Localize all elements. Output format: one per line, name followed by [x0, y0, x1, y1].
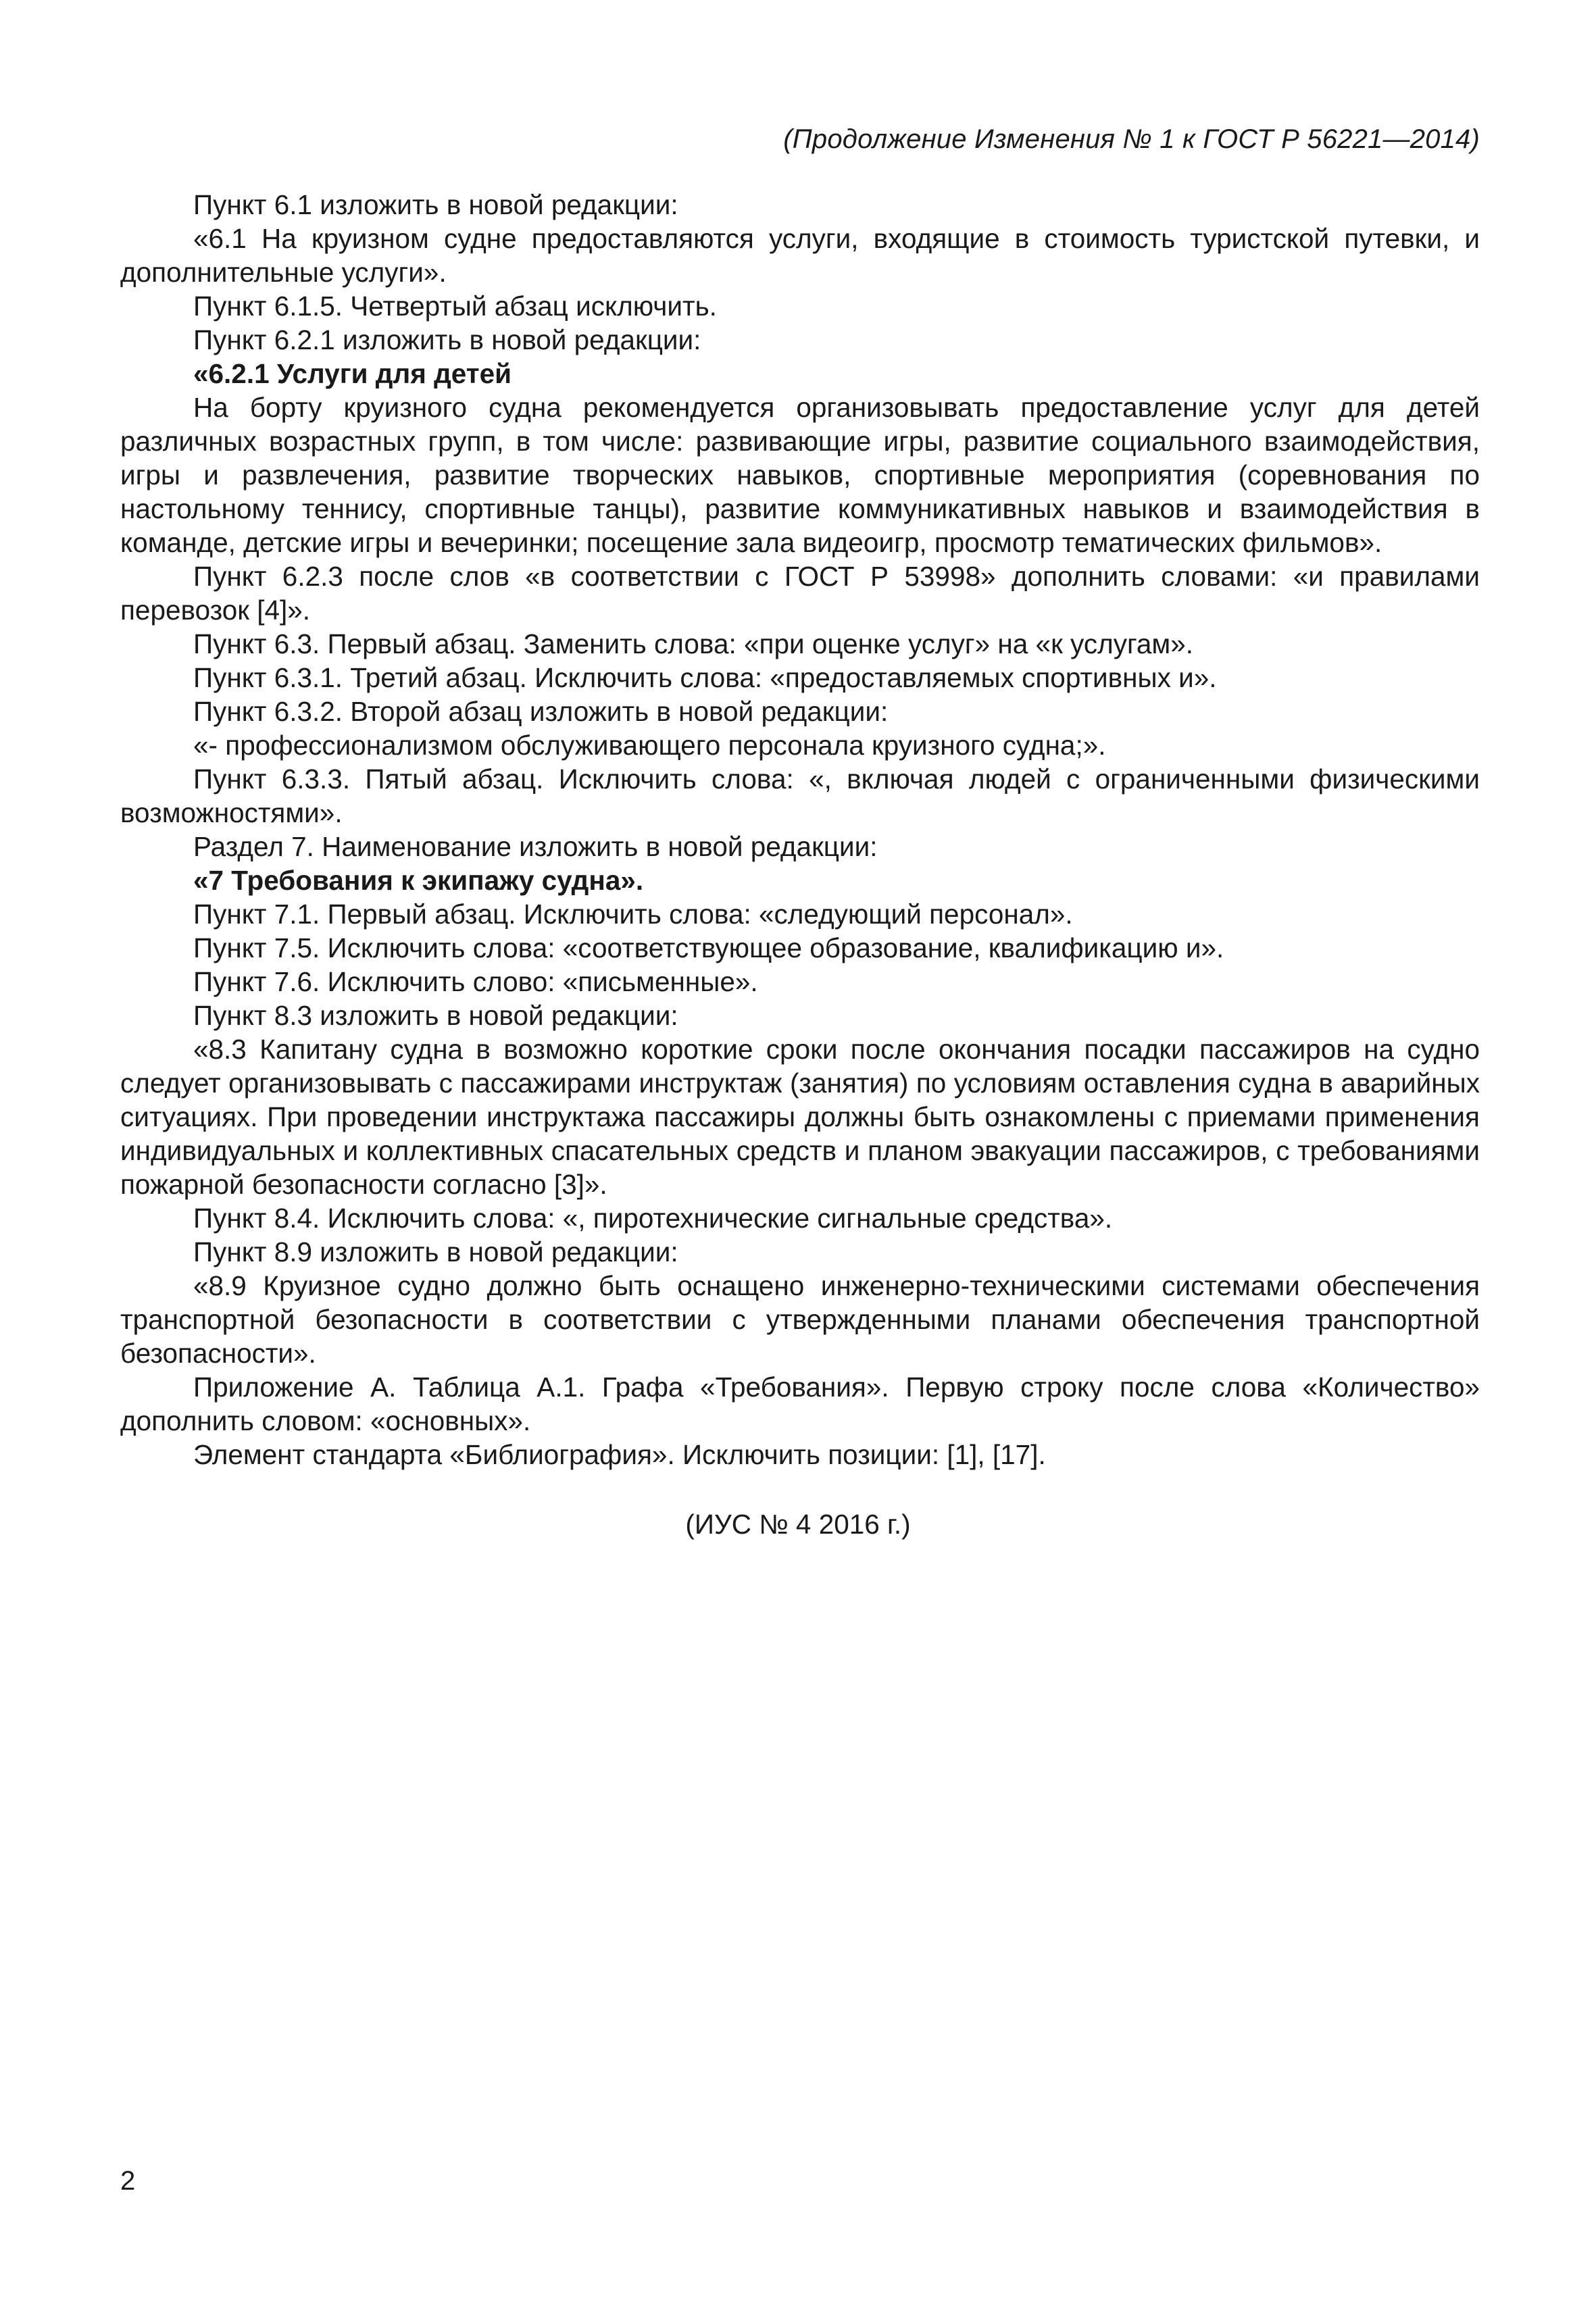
paragraph: Пункт 7.1. Первый абзац. Исключить слова: «следующий персонал».	[193, 899, 1073, 930]
paragraph: «8.9 Круизное судно должно быть оснащено инженерно-техническими системами обеспечения транспортной безопасности в соответствии с утвержденными планами обеспечения транспортной безопасности».	[120, 1270, 1480, 1369]
paragraph: Пункт 6.3.1. Третий абзац. Исключить слова: «предоставляемых спортивных и».	[193, 662, 1217, 693]
paragraph: Пункт 8.3 изложить в новой редакции:	[193, 1000, 678, 1031]
paragraph: Раздел 7. Наименование изложить в новой редакции:	[193, 831, 878, 862]
paragraph: Пункт 8.4. Исключить слова: «, пиротехнические сигнальные средства».	[193, 1203, 1113, 1234]
paragraph: Пункт 6.3. Первый абзац. Заменить слова: «при оценке услуг» на «к услугам».	[193, 628, 1194, 659]
paragraph: Пункт 6.1 изложить в новой редакции:	[193, 189, 678, 220]
paragraph: На борту круизного судна рекомендуется организовывать предоставление услуг для детей различных возрастных групп, в том числе: развивающие игры, развитие социального взаимодействия, игры и развлечения, развитие творческих навыков, спортивные мероприятия (соревнования по настольному теннису, спортивные танцы), развитие коммуникативных навыков и взаимодействия в команде, детские игры и вечеринки; посещение зала видеоигр, просмотр тематических фильмов».	[120, 392, 1480, 558]
paragraph: Пункт 6.3.3. Пятый абзац. Исключить слова: «, включая людей с ограниченными физическими возможностями».	[120, 763, 1480, 828]
paragraph: Пункт 6.1.5. Четвертый абзац исключить.	[193, 291, 717, 322]
paragraph: Приложение А. Таблица А.1. Графа «Требования». Первую строку после слова «Количество» дополнить словом: «основных».	[120, 1372, 1480, 1436]
paragraph: Элемент стандарта «Библиография». Исключить позиции: [1], [17].	[193, 1439, 1046, 1470]
paragraph: Пункт 6.2.3 после слов «в соответствии с ГОСТ Р 53998» дополнить словами: «и правилами перевозок [4]».	[120, 561, 1480, 626]
paragraph: Пункт 6.3.2. Второй абзац изложить в новой редакции:	[193, 696, 889, 727]
publication-citation: (ИУС № 4 2016 г.)	[685, 1509, 911, 1540]
paragraph: «8.3 Капитану судна в возможно короткие сроки после окончания посадки пассажиров на судно следует организовывать с пассажирами инструктаж (занятия) по условиям оставления судна в аварийных ситуациях. При проведении инструктажа пассажиры должны быть ознакомлены с приемами применения индивидуальных и коллективных спасательных средств и планом эвакуации пассажиров, с требованиями пожарной безопасности согласно [3]».	[120, 1034, 1480, 1200]
paragraph: Пункт 8.9 изложить в новой редакции:	[193, 1236, 678, 1267]
paragraph: Пункт 7.6. Исключить слово: «письменные».	[193, 966, 758, 997]
paragraph: «6.1 На круизном судне предоставляются услуги, входящие в стоимость туристской путевки, и дополнительные услуги».	[120, 223, 1480, 288]
document-body	[120, 188, 1480, 1472]
paragraph: Пункт 6.2.1 изложить в новой редакции:	[193, 324, 701, 355]
paragraph: «7 Требования к экипажу судна».	[193, 865, 644, 896]
paragraph: «6.2.1 Услуги для детей	[193, 358, 512, 389]
paragraph: «- профессионализмом обслуживающего персонала круизного судна;».	[193, 730, 1106, 761]
paragraph: Пункт 7.5. Исключить слова: «соответствующее образование, квалификацию и».	[193, 932, 1224, 963]
page-number: 2	[120, 2166, 136, 2196]
page-header: (Продолжение Изменения № 1 к ГОСТ Р 56221—2014)	[783, 124, 1480, 154]
